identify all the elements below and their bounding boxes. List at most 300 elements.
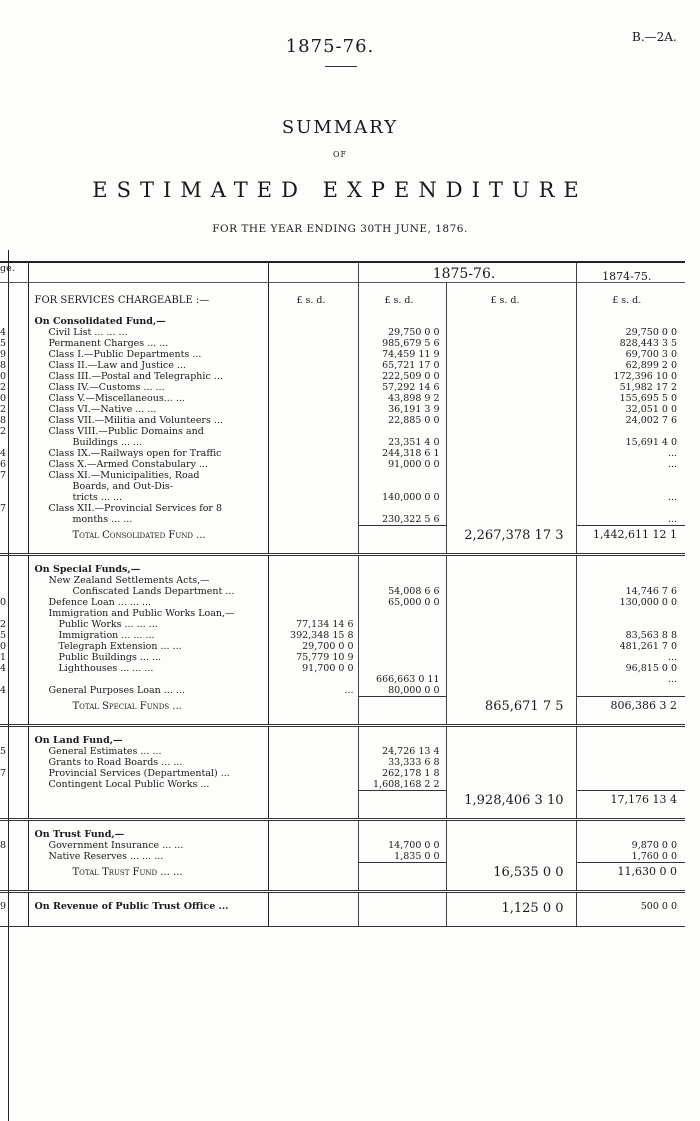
header-1875-76: 1875-76. — [358, 262, 576, 283]
item-label: Provincial Services (Departmental) ... — [28, 768, 268, 779]
item-amount — [358, 481, 446, 492]
prev-amount: 155,695 5 0 — [619, 393, 677, 404]
year-heading: 1875-76. — [285, 36, 375, 57]
section-spacer — [0, 714, 685, 726]
section-total-cell — [446, 851, 576, 863]
section-total-cell — [446, 514, 576, 526]
empty-cell — [358, 892, 446, 917]
final-row — [0, 892, 685, 917]
empty-cell — [268, 863, 358, 880]
prev-amount — [576, 481, 685, 492]
item-amount: 1,835 0 0 — [358, 851, 446, 863]
section-total-cell — [446, 360, 576, 371]
table-row — [0, 685, 685, 697]
section-total-prev: 1,442,611 12 1 — [576, 526, 685, 543]
empty-cell — [576, 820, 685, 841]
sub-amount — [268, 586, 358, 597]
title-subtitle: FOR THE YEAR ENDING 30TH JUNE, 1876. — [212, 223, 468, 235]
spacer-cell — [268, 714, 358, 726]
table-row — [0, 481, 685, 492]
spacer-cell — [576, 714, 685, 726]
prev-amount — [576, 426, 685, 437]
page-reference: B.—2A. — [632, 30, 677, 44]
section-total-cell — [446, 746, 576, 757]
table-row — [0, 514, 685, 526]
item-label: Public Works ... ... ... — [28, 619, 268, 630]
empty-cell — [358, 555, 446, 576]
item-amount: 230,322 5 6 — [358, 514, 446, 526]
page-number: 4 — [0, 663, 28, 674]
page-number — [0, 575, 28, 586]
table-row — [0, 503, 685, 514]
final-row-label: On Revenue of Public Trust Office ... — [28, 892, 268, 917]
page-number — [0, 697, 28, 714]
prev-amount: 83,563 8 8 — [625, 630, 677, 641]
prev-amount — [576, 619, 685, 630]
empty-cell — [576, 316, 685, 327]
section-total: 1,928,406 3 10 — [446, 791, 576, 808]
prev-amount — [576, 575, 685, 586]
table-row — [0, 349, 685, 360]
empty-cell — [268, 892, 358, 917]
sub-amount — [268, 338, 358, 349]
spacer-cell — [576, 916, 685, 926]
spacer-cell — [268, 543, 358, 555]
item-label: Public Buildings ... ... — [28, 652, 268, 663]
table-row — [0, 851, 685, 863]
section-total-cell — [446, 338, 576, 349]
item-amount — [358, 608, 446, 619]
spacer-cell — [446, 808, 576, 820]
spacer-cell — [576, 543, 685, 555]
item-amount: 33,333 6 8 — [358, 757, 446, 768]
prev-amount — [576, 685, 685, 697]
table-row — [0, 327, 685, 338]
item-label: Confiscated Lands Department ... — [28, 586, 268, 597]
item-label — [28, 674, 268, 685]
empty-cell — [358, 697, 446, 714]
item-amount — [358, 641, 446, 652]
page-number — [0, 820, 28, 841]
empty-cell — [268, 526, 358, 543]
empty-cell — [268, 726, 358, 747]
empty-cell — [446, 555, 576, 576]
page-number: 7 — [0, 503, 28, 514]
page-number: 2 — [0, 404, 28, 415]
section-total-cell — [446, 840, 576, 851]
table-row — [0, 840, 685, 851]
empty-cell — [576, 726, 685, 747]
empty-cell — [268, 316, 358, 327]
spacer-cell — [268, 916, 358, 926]
item-amount: 36,191 3 9 — [358, 404, 446, 415]
sub-amount — [268, 470, 358, 481]
item-label: Class IX.—Railways open for Traffic — [28, 448, 268, 459]
item-amount: 985,679 5 6 — [358, 338, 446, 349]
page-number — [0, 316, 28, 327]
page-number: 4 — [0, 448, 28, 459]
item-amount: 29,750 0 0 — [358, 327, 446, 338]
spacer-cell — [358, 543, 446, 555]
item-amount: 54,008 6 6 — [358, 586, 446, 597]
prev-amount: 828,443 3 5 — [619, 338, 677, 349]
item-amount — [358, 630, 446, 641]
empty-cell — [576, 555, 685, 576]
spacer-cell — [0, 880, 28, 892]
prev-amount — [576, 779, 685, 791]
item-amount — [358, 663, 446, 674]
spacer-cell — [446, 880, 576, 892]
spacer-cell — [268, 808, 358, 820]
section-total-label: Total Special Funds ... — [28, 697, 268, 714]
sub-amount — [268, 492, 358, 503]
table-row — [0, 608, 685, 619]
page-number — [0, 492, 28, 503]
item-label: Class I.—Public Departments ... — [28, 349, 268, 360]
section-total-cell — [446, 779, 576, 791]
item-label: Defence Loan ... ... ... — [28, 597, 268, 608]
page-number: 2 — [0, 382, 28, 393]
section-total-cell — [446, 415, 576, 426]
empty-cell — [268, 697, 358, 714]
sub-amount — [268, 575, 358, 586]
page-number: 0 — [0, 393, 28, 404]
section-total-row — [0, 791, 685, 808]
table-row — [0, 492, 685, 503]
spacer-cell — [576, 808, 685, 820]
table-row — [0, 470, 685, 481]
section-heading: On Special Funds,— — [28, 555, 268, 576]
sub-amount: 75,779 10 9 — [268, 652, 358, 663]
item-amount — [358, 619, 446, 630]
page-number — [0, 863, 28, 880]
sub-amount: 392,348 15 8 — [268, 630, 358, 641]
item-label: Class VIII.—Public Domains and — [28, 426, 268, 437]
empty-cell — [358, 791, 446, 808]
empty-cell — [446, 820, 576, 841]
prev-amount — [576, 608, 685, 619]
section-total-cell — [446, 327, 576, 338]
sub-amount — [268, 415, 358, 426]
table-row — [0, 393, 685, 404]
page-number: 2 — [0, 426, 28, 437]
prev-amount: 15,691 4 0 — [625, 437, 677, 448]
spacer-cell — [28, 916, 268, 926]
sub-amount — [268, 674, 358, 685]
section-total-cell — [446, 630, 576, 641]
section-total-row — [0, 863, 685, 880]
section-spacer — [0, 543, 685, 555]
prev-amount: 96,815 0 0 — [625, 663, 677, 674]
table-row — [0, 426, 685, 437]
section-total-cell — [446, 503, 576, 514]
page-number — [0, 674, 28, 685]
spacer-cell — [0, 808, 28, 820]
final-total: 1,125 0 0 — [446, 892, 576, 917]
section-total-cell — [446, 349, 576, 360]
table-row — [0, 437, 685, 448]
item-amount — [358, 503, 446, 514]
section-total-cell — [446, 492, 576, 503]
sub-amount — [268, 597, 358, 608]
section-total-cell — [446, 437, 576, 448]
section-heading-row — [0, 555, 685, 576]
table-row — [0, 586, 685, 597]
lsd-header-d: £ s. d. — [612, 295, 642, 306]
sub-amount — [268, 382, 358, 393]
section-total-cell — [446, 426, 576, 437]
section-total-cell — [446, 371, 576, 382]
prev-amount: 9,870 0 0 — [631, 840, 677, 851]
header-1874-75: 1874-75. — [576, 262, 685, 283]
prev-amount — [576, 470, 685, 481]
section-heading-row — [0, 820, 685, 841]
prev-amount: 130,000 0 0 — [619, 597, 677, 608]
header-row — [0, 262, 685, 283]
section-heading: On Trust Fund,— — [28, 820, 268, 841]
prev-amount — [576, 746, 685, 757]
page-col-header: ge. — [0, 262, 28, 283]
sub-amount — [268, 459, 358, 470]
spacer-cell — [358, 916, 446, 926]
item-amount: 57,292 14 6 — [358, 382, 446, 393]
item-amount: 140,000 0 0 — [358, 492, 446, 503]
prev-amount: 14,746 7 6 — [625, 586, 677, 597]
page-number — [0, 757, 28, 768]
item-label: Class VI.—Native ... ... — [28, 404, 268, 415]
page-number: 5 — [0, 746, 28, 757]
item-label: Class V.—Miscellaneous... ... — [28, 393, 268, 404]
sub-amount — [268, 393, 358, 404]
table-row — [0, 630, 685, 641]
table-row — [0, 779, 685, 791]
prev-amount: ... — [667, 514, 677, 525]
section-total-cell — [446, 608, 576, 619]
section-heading-row — [0, 726, 685, 747]
item-label: tricts ... ... — [28, 492, 268, 503]
table-row — [0, 459, 685, 470]
item-amount: 65,000 0 0 — [358, 597, 446, 608]
section-total-label: Total Trust Fund ... ... — [28, 863, 268, 880]
empty-cell — [268, 820, 358, 841]
section-total-prev: 17,176 13 4 — [576, 791, 685, 808]
item-label: Class II.—Law and Justice ... — [28, 360, 268, 371]
item-amount — [358, 575, 446, 586]
section-total: 16,535 0 0 — [446, 863, 576, 880]
page-number: 5 — [0, 338, 28, 349]
page-number: 7 — [0, 470, 28, 481]
table-row — [0, 575, 685, 586]
section-total-cell — [446, 663, 576, 674]
sub-amount — [268, 426, 358, 437]
sub-amount — [268, 851, 358, 863]
empty-cell — [268, 791, 358, 808]
sub-amount: 91,700 0 0 — [268, 663, 358, 674]
table-row — [0, 768, 685, 779]
item-amount: 262,178 1 8 — [358, 768, 446, 779]
item-label: Buildings ... ... — [28, 437, 268, 448]
section-total-cell — [446, 393, 576, 404]
item-label: Civil List ... ... ... — [28, 327, 268, 338]
sub-amount — [268, 757, 358, 768]
item-label: Immigration and Public Works Loan,— — [28, 608, 268, 619]
sub-amount: ... — [268, 685, 358, 697]
page-number — [0, 791, 28, 808]
lsd-header-a: £ s. d. — [268, 283, 358, 317]
section-spacer — [0, 808, 685, 820]
section-total-cell — [446, 586, 576, 597]
section-total-label — [28, 791, 268, 808]
section-total-label: Total Consolidated Fund ... — [28, 526, 268, 543]
empty-cell — [358, 820, 446, 841]
spacer-cell — [0, 714, 28, 726]
prev-amount: 62,899 2 0 — [625, 360, 677, 371]
item-amount: 65,721 17 0 — [358, 360, 446, 371]
section-heading-row — [0, 316, 685, 327]
section-total-cell — [446, 481, 576, 492]
section-total-cell — [446, 674, 576, 685]
spacer-cell — [28, 714, 268, 726]
item-label: Class X.—Armed Constabulary ... — [28, 459, 268, 470]
table-row — [0, 757, 685, 768]
closing-rule-row — [0, 916, 685, 926]
prev-amount: 69,700 3 0 — [625, 349, 677, 360]
spacer-cell — [446, 714, 576, 726]
page-number: 8 — [0, 360, 28, 371]
page-number: 8 — [0, 840, 28, 851]
item-amount: 43,898 9 2 — [358, 393, 446, 404]
spacer-cell — [268, 880, 358, 892]
item-amount: 23,351 4 0 — [358, 437, 446, 448]
item-amount: 14,700 0 0 — [358, 840, 446, 851]
title-summary: SUMMARY — [281, 117, 399, 138]
page-number: 6 — [0, 459, 28, 470]
heading-rule — [325, 66, 357, 67]
prev-amount: 24,002 7 6 — [625, 415, 677, 426]
sub-amount — [268, 503, 358, 514]
spacer-cell — [358, 808, 446, 820]
empty-cell — [358, 863, 446, 880]
section-total-cell — [446, 619, 576, 630]
sub-amount — [268, 437, 358, 448]
prev-amount: 32,051 0 0 — [625, 404, 677, 415]
page-number: 1 — [0, 652, 28, 663]
section-total-row — [0, 526, 685, 543]
item-label: General Estimates ... ... — [28, 746, 268, 757]
table-row — [0, 652, 685, 663]
spacer-cell — [0, 543, 28, 555]
page-number: 4 — [0, 327, 28, 338]
page-number — [0, 514, 28, 526]
empty-cell — [446, 316, 576, 327]
prev-amount — [576, 503, 685, 514]
page-number — [0, 555, 28, 576]
section-total-cell — [446, 757, 576, 768]
sub-amount — [268, 779, 358, 791]
section-total-cell — [446, 768, 576, 779]
item-label: Telegraph Extension ... ... — [28, 641, 268, 652]
spacer-cell — [576, 880, 685, 892]
services-heading-row — [0, 283, 685, 317]
sub-amount — [268, 448, 358, 459]
prev-amount — [576, 757, 685, 768]
page-number — [0, 586, 28, 597]
sub-amount — [268, 840, 358, 851]
title-of: OF — [332, 150, 348, 159]
item-label: Immigration ... ... ... — [28, 630, 268, 641]
spacer-cell — [446, 543, 576, 555]
empty-cell — [268, 555, 358, 576]
page-number — [0, 526, 28, 543]
page-number: 4 — [0, 685, 28, 697]
table-row — [0, 448, 685, 459]
item-label: Native Reserves ... ... ... — [28, 851, 268, 863]
page-number: 5 — [0, 630, 28, 641]
spacer-cell — [28, 543, 268, 555]
sub-amount — [268, 404, 358, 415]
sub-amount — [268, 349, 358, 360]
item-amount: 244,318 6 1 — [358, 448, 446, 459]
sub-amount — [268, 514, 358, 526]
section-total-cell — [446, 448, 576, 459]
sub-amount — [268, 768, 358, 779]
lsd-header-b: £ s. d. — [358, 283, 446, 317]
lsd-header-c: £ s. d. — [446, 283, 576, 317]
table-row — [0, 338, 685, 349]
section-heading: On Land Fund,— — [28, 726, 268, 747]
page-number — [0, 851, 28, 863]
sub-amount — [268, 371, 358, 382]
sub-amount: 77,134 14 6 — [268, 619, 358, 630]
empty-cell — [358, 316, 446, 327]
item-label: Class VII.—Militia and Volunteers ... — [28, 415, 268, 426]
page-number: 2 — [0, 619, 28, 630]
prev-amount: ... — [667, 674, 677, 685]
spacer-cell — [358, 714, 446, 726]
section-total-cell — [446, 685, 576, 697]
item-amount: 24,726 13 4 — [358, 746, 446, 757]
prev-amount: ... — [667, 492, 677, 503]
item-label: Class XII.—Provincial Services for 8 — [28, 503, 268, 514]
sub-amount — [268, 327, 358, 338]
section-total-cell — [446, 575, 576, 586]
table-row — [0, 371, 685, 382]
item-amount: 666,663 0 11 — [358, 674, 446, 685]
section-total-row — [0, 697, 685, 714]
item-amount: 22,885 0 0 — [358, 415, 446, 426]
sub-amount — [268, 746, 358, 757]
table-row — [0, 404, 685, 415]
item-amount — [358, 652, 446, 663]
table-row — [0, 663, 685, 674]
table-row — [0, 415, 685, 426]
page-number — [0, 481, 28, 492]
spacer-cell — [28, 880, 268, 892]
item-label: Class XI.—Municipalities, Road — [28, 470, 268, 481]
page-number: 0 — [0, 597, 28, 608]
spacer-cell — [358, 880, 446, 892]
spacer-cell — [28, 808, 268, 820]
table-row — [0, 360, 685, 371]
sub-amount — [268, 608, 358, 619]
item-amount: 91,000 0 0 — [358, 459, 446, 470]
section-total-prev: 806,386 3 2 — [576, 697, 685, 714]
table-row — [0, 641, 685, 652]
item-label: Permanent Charges ... ... — [28, 338, 268, 349]
empty-cell — [358, 726, 446, 747]
prev-amount: 51,982 17 2 — [619, 382, 677, 393]
section-total-cell — [446, 597, 576, 608]
